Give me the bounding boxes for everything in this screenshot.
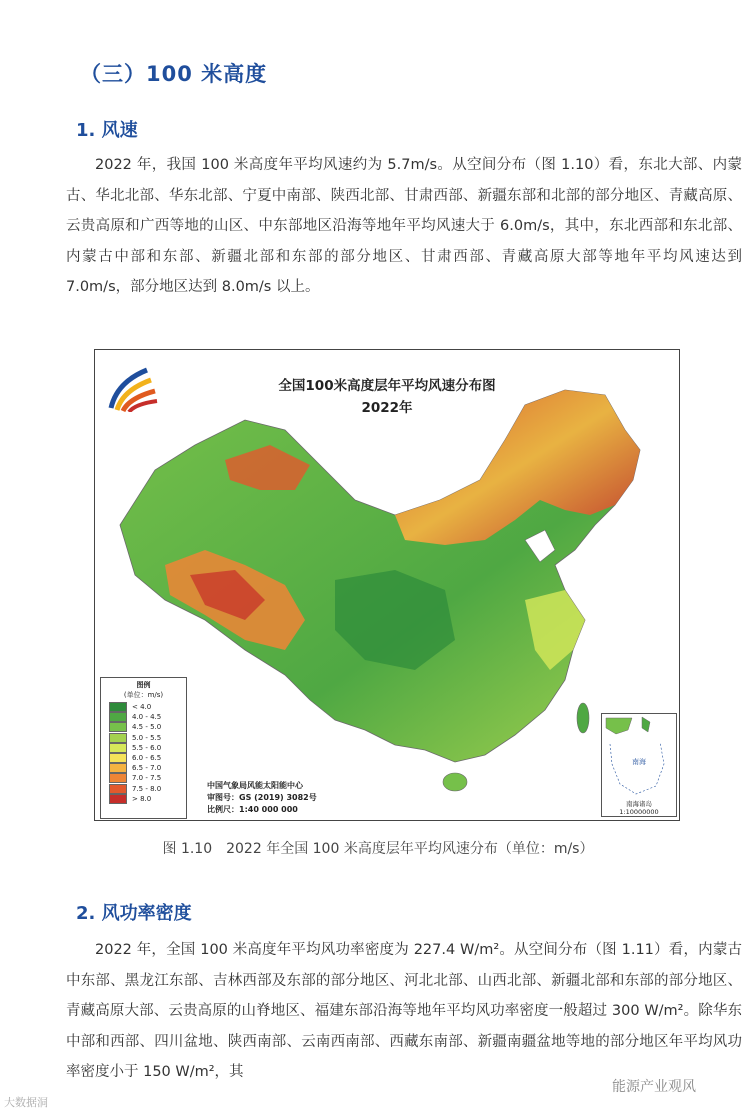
subsection-title-wind-speed: 1. 风速 xyxy=(76,120,138,141)
legend-swatch xyxy=(109,733,127,743)
legend-label: 6.0 - 6.5 xyxy=(132,754,162,763)
legend-label: 4.5 - 5.0 xyxy=(132,723,162,732)
map-title: 全国100米高度层年平均风速分布图 xyxy=(278,378,496,394)
legend-entry xyxy=(101,753,186,763)
legend-label: 5.5 - 6.0 xyxy=(132,743,162,752)
inset-label xyxy=(602,800,676,816)
legend-label: 4.0 - 4.5 xyxy=(132,713,162,722)
legend-entry xyxy=(101,712,186,722)
legend-title: 图例 xyxy=(136,681,151,689)
inset-label-scale: 1:10000000 xyxy=(619,808,659,816)
subsection-title-power-density: 2. 风功率密度 xyxy=(76,903,192,924)
legend-label: 7.5 - 8.0 xyxy=(132,784,162,793)
legend-swatch xyxy=(109,753,127,763)
south-china-sea-inset xyxy=(601,713,677,817)
legend-entry xyxy=(101,784,186,794)
legend-swatch xyxy=(109,702,127,712)
paragraph-text: 2022 年，我国 100 米高度年平均风速约为 5.7m/s。从空间分布（图 1.10）看，东北大部、内蒙古、华北北部、华东北部、宁夏中南部、陕西北部、甘肃西部、新疆东部和北部的部分地区、青藏高原、云贵高原和广西等地的山区、中东部地区沿海等地年平均风速大于 6.0m/s，其中，东北西部和东北部、内蒙古中部和东部、新疆北部和东部的部分地区、甘肃西部、青藏高原大部等地年平均风速达到 7.0m/s，部分地区达到 8.0m/s 以上。 xyxy=(66,157,742,295)
legend-entry xyxy=(101,773,186,783)
inset-map xyxy=(602,714,676,800)
legend-label: 7.0 - 7.5 xyxy=(132,774,162,783)
legend-entry xyxy=(101,794,186,804)
legend-entry xyxy=(101,743,186,753)
legend-entry xyxy=(101,722,186,732)
legend-unit: (单位：m/s) xyxy=(123,691,164,699)
wind-speed-map-figure xyxy=(94,349,680,821)
credit-review-number: 审图号：GS (2019) 3082号 xyxy=(207,793,317,802)
legend-swatch xyxy=(109,784,127,794)
legend-swatch xyxy=(109,773,127,783)
legend-entry xyxy=(101,763,186,773)
map-year: 2022年 xyxy=(361,400,413,416)
credit-org: 中国气象局风能太阳能中心 xyxy=(207,781,303,790)
watermark-account: 能源产业观风 xyxy=(612,1079,696,1095)
paragraph-text: 2022 年，全国 100 米高度年平均风功率密度为 227.4 W/m²。从空间分布（图 1.11）看，内蒙古中东部、黑龙江东部、吉林西部及东部的部分地区、河北北部、山西北部、新疆北部和东部的部分地区、青藏高原大部、云贵高原的山脊地区、福建东部沿海等地年平均风功率密度一般超过 300 W/m²。除华东中部和西部、四川盆地、陕西南部、云南西南部、西藏东南部、新疆南疆盆地等地的部分地区年平均风功率密度小于 150 W/m²，其 xyxy=(66,942,742,1080)
legend-label: 6.5 - 7.0 xyxy=(132,764,162,773)
legend-entry xyxy=(101,733,186,743)
watermark-logo: 大数据洞 xyxy=(4,1096,48,1109)
map-legend xyxy=(100,677,187,819)
legend-swatch xyxy=(109,743,127,753)
inset-label-name: 南海诸岛 xyxy=(626,800,652,808)
legend-label: 5.0 - 5.5 xyxy=(132,733,162,742)
legend-label: > 8.0 xyxy=(132,794,152,803)
credit-scale: 比例尺：1:40 000 000 xyxy=(207,805,298,814)
section-title: （三）100 米高度 xyxy=(80,62,268,86)
paragraph-power-density xyxy=(66,935,742,1088)
legend-swatch xyxy=(109,722,127,732)
legend-swatch xyxy=(109,763,127,773)
figure-caption: 图 1.10 2022 年全国 100 米高度层年平均风速分布（单位：m/s） xyxy=(162,841,594,857)
legend-entry xyxy=(101,702,186,712)
legend-swatch xyxy=(109,712,127,722)
paragraph-wind-speed xyxy=(66,150,742,303)
inset-sea-label: 南海 xyxy=(632,758,646,766)
legend-label: < 4.0 xyxy=(132,703,152,712)
legend-swatch xyxy=(109,794,127,804)
map-credit xyxy=(207,780,317,816)
